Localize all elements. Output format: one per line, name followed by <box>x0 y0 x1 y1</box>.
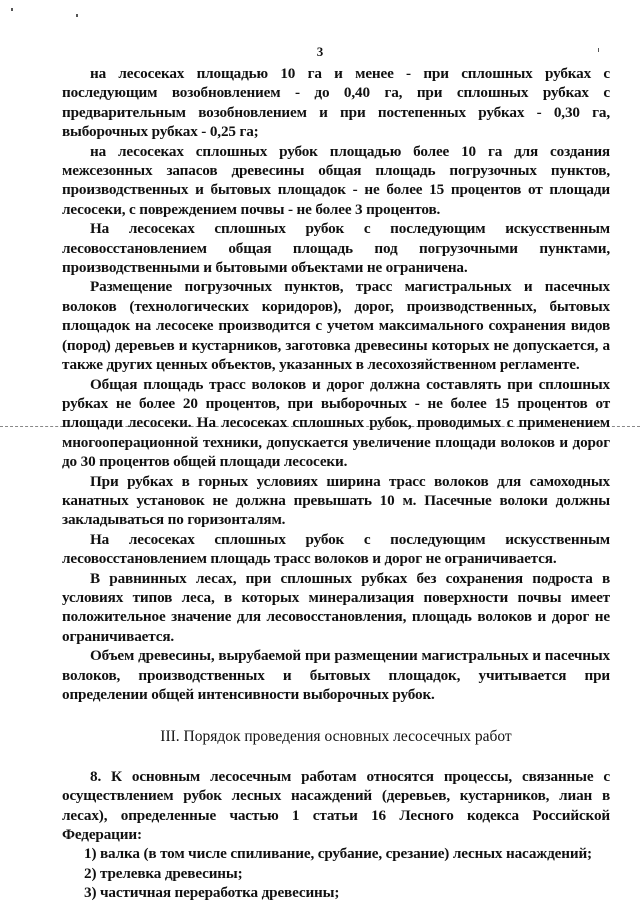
paragraph: на лесосеках площадью 10 га и менее - при сплошных рубках с последующим возобновлением - до 0,40 га, при сплошных рубках с предварительным возобновлением и при постепенных рубках - 0,30 га, выборочных рубках - 0,25 га; <box>62 65 610 141</box>
section-heading: III. Порядок проведения основных лесосечных работ <box>160 728 512 746</box>
paragraph: Размещение погрузочных пунктов, трасс магистральных и пасечных волоков (технологических коридоров), дорог, производственных, бытовых площадок на лесосеке производится с учетом максимального сохранения видов (пород) деревьев и кустарников, заготовка древесины которых не допускается, а также других ценных объектов, указанных в лесохозяйственном регламенте. <box>62 278 610 374</box>
document-body <box>62 64 610 903</box>
list-item: 2) трелевка древесины; <box>84 864 243 882</box>
list-item: 3) частичная переработка древесины; <box>84 884 340 902</box>
paragraph: Общая площадь трасс волоков и дорог должна составлять при сплошных рубках не более 20 процентов, при выборочных - не более 15 процентов от площади лесосеки. На лесосеках сплошных рубок, проводимых с применением многооперационной техники, допускается увеличение площади волоков и дорог до 30 процентов общей площади лесосеки. <box>62 375 610 471</box>
paragraph: На лесосеках сплошных рубок с последующим искусственным лесовосстановлением общая площадь под погрузочными пунктами, производственными и бытовыми объектами не ограничена. <box>62 220 610 277</box>
list-item: 1) валка (в том числе спиливание, срубание, срезание) лесных насаждений; <box>84 845 592 863</box>
paragraph: При рубках в горных условиях ширина трасс волоков для самоходных канатных установок не должна превышать 10 м. Пасечные волоки должны закладываться по горизонталям. <box>62 472 610 529</box>
paragraph: В равнинных лесах, при сплошных рубках без сохранения подроста в условиях типов леса, в которых минерализация поверхности почвы имеет положительное значение для лесовосстановления, площадь волоков и дорог не ограничивается. <box>62 569 610 645</box>
page-number: 3 <box>316 44 324 59</box>
scan-mark <box>11 8 13 11</box>
paragraph: На лесосеках сплошных рубок с последующим искусственным лесовосстановлением площадь трасс волоков и дорог не ограничивается. <box>62 530 610 568</box>
paragraph: Объем древесины, вырубаемой при размещении магистральных и пасечных волоков, производственных и бытовых площадок, учитывается при определении общей интенсивности выборочных рубок. <box>62 647 610 703</box>
clause-8: 8. К основным лесосечным работам относятся процессы, связанные с осуществлением рубок лесных насаждений (деревьев, кустарников, лиан в лесах), определенные частью 1 статьи 16 Лесного кодекса Российской Федерации: <box>62 767 610 844</box>
paragraph: на лесосеках сплошных рубок площадью более 10 га для создания межсезонных запасов древесины общая площадь погрузочных пунктов, производственных и бытовых площадок - не более 15 процентов от площади лесосеки, с повреждением почвы - не более 3 процентов. <box>62 142 610 218</box>
scan-mark <box>76 14 78 17</box>
